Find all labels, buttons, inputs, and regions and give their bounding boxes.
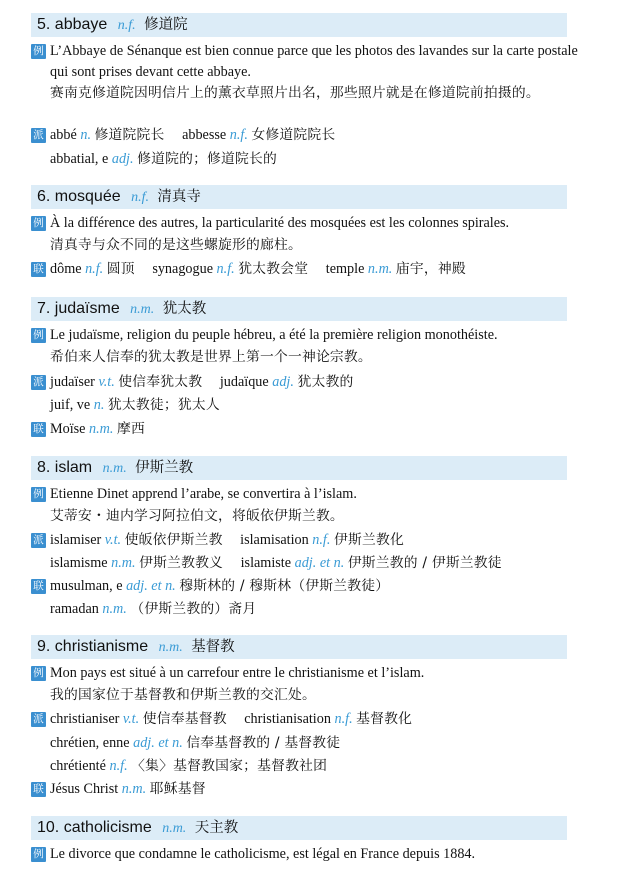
related-tag: 联 (31, 422, 46, 437)
entry-header (31, 13, 567, 37)
related-pos: adj. et n. (126, 578, 176, 594)
derived-pos: n.f. (334, 711, 353, 727)
related-translation: （伊斯兰教的）斋月 (130, 601, 257, 617)
derived-line (50, 756, 586, 777)
derived-translation: 〈集〉基督教国家；基督教社团 (131, 758, 328, 774)
entry-pos: n.m. (158, 640, 183, 655)
example-tag: 例 (31, 847, 46, 862)
related-word: Jésus Christ (50, 781, 119, 797)
entry-word: catholicisme (63, 819, 152, 836)
entry-pos: n.m. (162, 821, 187, 836)
derived-word: christianiser (50, 711, 120, 727)
derived-pos: n.m. (111, 555, 136, 571)
related-tag: 联 (31, 579, 46, 594)
example-tag: 例 (31, 666, 46, 681)
derived-pos: v.t. (104, 532, 122, 548)
entry-number: 6. (37, 188, 51, 205)
derived-word: judaïser (50, 374, 95, 390)
related-line (50, 779, 586, 800)
derived-word: chrétien, enne (50, 735, 130, 751)
derived-line (50, 372, 586, 393)
derived-pos: n.f. (109, 758, 128, 774)
example-french: Le divorce que condamne le catholicisme, est légal en France depuis 1884. (50, 846, 476, 862)
related-word: musulman, e (50, 578, 123, 594)
related-pos: n.m. (367, 261, 393, 277)
entry-pos: n.f. (131, 190, 149, 205)
derived-translation: 伊斯兰教化 (333, 532, 404, 548)
example-french: Mon pays est situé à un carrefour entre le christianisme et l’islam. (50, 665, 425, 681)
derived-pos: n. (80, 127, 91, 143)
example-french: Etienne Dinet apprend l’arabe, se convertira à l’islam. (50, 486, 357, 502)
derived-tag: 派 (31, 533, 46, 548)
derived-word: islamiste (240, 555, 292, 571)
entry-word: mosquée (54, 188, 121, 205)
derived-translation: 女修道院院长 (251, 127, 336, 143)
derived-tag: 派 (31, 375, 46, 390)
example-french: À la différence des autres, la particularité des mosquées est les colonnes spirales. (50, 215, 510, 231)
related-translation: 穆斯林的 / 穆斯林（伊斯兰教徒） (179, 578, 390, 594)
derived-translation: 基督教化 (356, 711, 413, 727)
derived-pos: adj. et n. (133, 735, 183, 751)
entry-translation: 伊斯兰教 (135, 460, 194, 476)
related-translation: 圆顶 (106, 261, 135, 277)
entry-pos: n.m. (130, 302, 155, 317)
derived-word: islamiser (50, 532, 102, 548)
example-chinese: 赛南克修道院因明信片上的薰衣草照片出名，那些照片就是在修道院前拍摄的。 (50, 85, 540, 101)
derived-word: abbé (50, 127, 77, 143)
related-word: dôme (50, 261, 82, 277)
derived-word: judaïque (219, 374, 269, 390)
derived-tag: 派 (31, 712, 46, 727)
related-translation: 犹太教会堂 (238, 261, 309, 277)
derived-word: islamisme (50, 555, 108, 571)
related-translation: 耶稣基督 (149, 781, 206, 797)
entry-header (31, 297, 567, 321)
derived-translation: 使信奉犹太教 (118, 374, 203, 390)
entry-header (31, 635, 567, 659)
entry-header (31, 456, 567, 480)
derived-word: juif, ve (50, 397, 91, 413)
derived-translation: 使信奉基督教 (142, 711, 227, 727)
example-chinese: 希伯来人信奉的犹太教是世界上第一个一神论宗教。 (50, 349, 372, 365)
related-pos: n.m. (89, 421, 114, 437)
related-tag: 联 (31, 262, 46, 277)
derived-line (50, 709, 586, 730)
example-tag: 例 (31, 328, 46, 343)
entry-header (31, 185, 567, 209)
entry-word: islam (54, 459, 93, 476)
related-translation: 摩西 (117, 421, 145, 437)
entry-word: christianisme (54, 638, 149, 655)
entry-number: 9. (37, 638, 51, 655)
derived-pos: n.f. (229, 127, 248, 143)
derived-pos: n. (93, 397, 105, 413)
example-chinese: 我的国家位于基督教和伊斯兰教的交汇处。 (50, 687, 316, 703)
derived-pos: v.t. (122, 711, 140, 727)
entry-word: judaïsme (54, 300, 120, 317)
example-tag: 例 (31, 44, 46, 59)
entry-translation: 清真寺 (157, 189, 201, 205)
derived-translation: 使皈依伊斯兰教 (124, 532, 223, 548)
derived-translation: 伊斯兰教的 / 伊斯兰教徒 (347, 555, 502, 571)
related-translation: 庙宇，神殿 (395, 261, 466, 277)
related-line (50, 576, 586, 597)
entry-number: 8. (37, 459, 51, 476)
derived-pos: adj. (272, 374, 294, 390)
example-tag: 例 (31, 487, 46, 502)
derived-word: islamisation (240, 532, 309, 548)
derived-line (50, 553, 586, 574)
related-line (50, 419, 586, 440)
derived-word: chrétienté (50, 758, 106, 774)
related-line (50, 599, 586, 620)
related-pos: n.m. (121, 781, 147, 797)
entry-number: 7. (37, 300, 51, 317)
derived-translation: 犹太教徒；犹太人 (107, 397, 220, 413)
related-pos: n.m. (102, 601, 127, 617)
entry-header (31, 816, 567, 840)
example-french: Le judaïsme, religion du peuple hébreu, a été la première religion monothéiste. (50, 327, 498, 343)
entry-translation: 犹太教 (162, 301, 207, 317)
derived-line (50, 125, 586, 146)
derived-pos: adj. et n. (294, 555, 345, 571)
derived-line (50, 149, 586, 170)
related-word: temple (325, 261, 365, 277)
derived-pos: adj. (111, 151, 134, 167)
related-tag: 联 (31, 782, 46, 797)
related-word: Moïse (50, 421, 86, 437)
example-chinese: 艾蒂安・迪内学习阿拉伯文，将皈依伊斯兰教。 (50, 508, 344, 524)
derived-translation: 犹太教的 (297, 374, 354, 390)
derived-line (50, 395, 586, 416)
example-french: L’Abbaye de Sénanque est bien connue parce que les photos des lavandes sur la carte postale qui sont prises devant cette abbaye. (50, 43, 578, 80)
entry-pos: n.m. (102, 461, 127, 476)
entry-translation: 基督教 (191, 639, 235, 655)
derived-tag: 派 (31, 128, 46, 143)
example-chinese: 清真寺与众不同的是这些螺旋形的廊柱。 (50, 237, 302, 253)
derived-pos: n.f. (312, 532, 331, 548)
entry-word: abbaye (54, 16, 108, 33)
derived-line (50, 530, 586, 551)
entry-translation: 修道院 (144, 17, 188, 33)
derived-translation: 修道院院长 (94, 127, 165, 143)
related-pos: n.f. (216, 261, 235, 277)
related-pos: n.f. (85, 261, 104, 277)
entry-number: 5. (37, 16, 51, 33)
related-word: ramadan (50, 601, 99, 617)
derived-translation: 信奉基督教的 / 基督教徒 (186, 735, 341, 751)
related-line (50, 259, 586, 280)
derived-translation: 伊斯兰教教义 (139, 555, 224, 571)
entry-pos: n.f. (117, 18, 136, 33)
derived-word: abbatial, e (50, 151, 109, 167)
entry-number: 10. (37, 819, 60, 836)
derived-word: abbesse (182, 127, 227, 143)
derived-line (50, 733, 586, 754)
entry-translation: 天主教 (194, 820, 239, 836)
derived-word: christianisation (244, 711, 331, 727)
derived-translation: 修道院的；修道院长的 (137, 151, 278, 167)
derived-pos: v.t. (98, 374, 115, 390)
related-word: synagogue (152, 261, 213, 277)
example-tag: 例 (31, 216, 46, 231)
